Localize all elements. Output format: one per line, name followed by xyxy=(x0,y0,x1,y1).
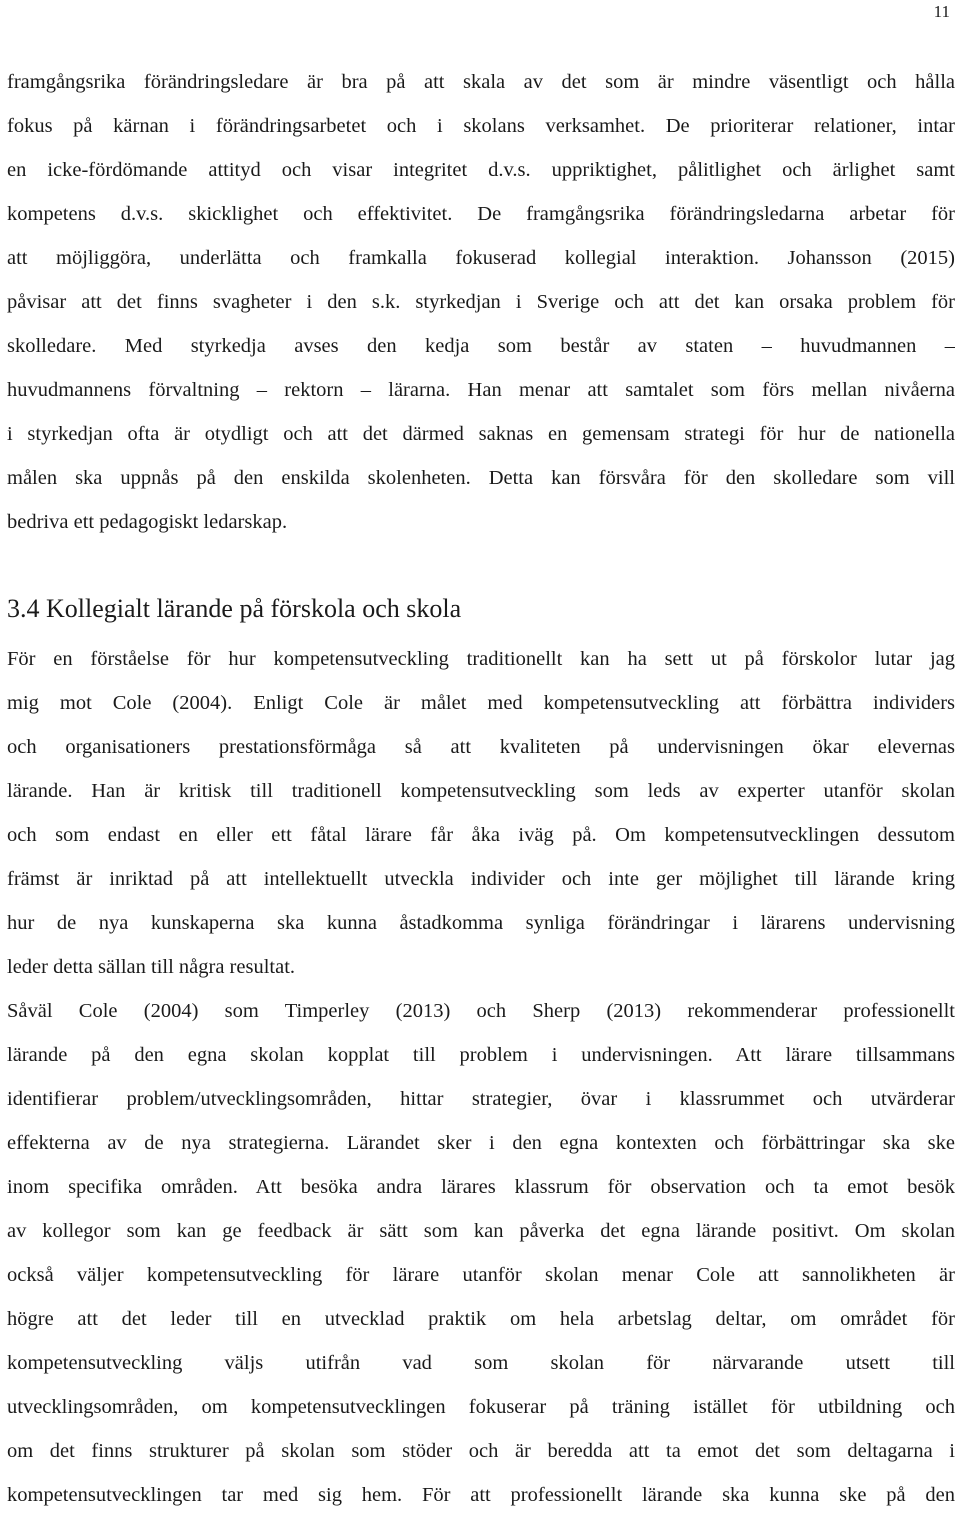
text-line: mig mot Cole (2004). Enligt Cole är målet med kompetensutveckling att förbättra individers xyxy=(7,692,955,714)
text-line: att möjliggöra, underlätta och framkalla fokuserad kollegial interaktion. Johansson (2015) xyxy=(7,247,955,269)
text-line: och som endast en eller ett fåtal lärare får åka iväg på. Om kompetensutvecklingen dessutom xyxy=(7,824,955,846)
text-line: främst är inriktad på att intellektuellt utveckla individer och inte ger möjlighet till lärande kring xyxy=(7,868,955,890)
text-line: framgångsrika förändringsledare är bra på att skala av det som är mindre väsentligt och hålla xyxy=(7,71,955,93)
page-body xyxy=(7,60,955,1517)
text-line: om det finns strukturer på skolan som stöder och är beredda att ta emot det som deltagarna i xyxy=(7,1440,955,1462)
section-heading: 3.4 Kollegialt lärande på förskola och skola xyxy=(7,594,462,623)
text-line: identifierar problem/utvecklingsområden, hittar strategier, övar i klassrummet och utvärderar xyxy=(7,1088,955,1110)
text-line: påvisar att det finns svagheter i den s.k. styrkedjan i Sverige och att det kan orsaka problem för xyxy=(7,291,955,313)
text-line: leder detta sällan till några resultat. xyxy=(7,956,296,978)
text-line: också väljer kompetensutveckling för lärare utanför skolan menar Cole att sannolikheten är xyxy=(7,1264,955,1286)
text-line: av kollegor som kan ge feedback är sätt som kan påverka det egna lärande positivt. Om skolan xyxy=(7,1220,955,1242)
paragraph-cole-competence xyxy=(7,637,955,989)
text-line: en icke-fördömande attityd och visar integritet d.v.s. uppriktighet, pålitlighet och ärlighet samt xyxy=(7,159,955,181)
text-line: bedriva ett pedagogiskt ledarskap. xyxy=(7,511,288,533)
text-line: Såväl Cole (2004) som Timperley (2013) och Sherp (2013) rekommenderar professionellt xyxy=(7,1000,955,1022)
text-line: huvudmannens förvaltning – rektorn – lärarna. Han menar att samtalet som förs mellan nivåerna xyxy=(7,379,955,401)
text-line: För en förståelse för hur kompetensutveckling traditionellt kan ha sett ut på förskolor lutar jag xyxy=(7,648,955,670)
text-line: i styrkedjan ofta är otydligt och att det därmed saknas en gemensam strategi för hur de nationella xyxy=(7,423,955,445)
text-line: kompetens d.v.s. skicklighet och effektivitet. De framgångsrika förändringsledarna arbetar för xyxy=(7,203,955,225)
text-line: utvecklingsområden, om kompetensutvecklingen fokuserar på träning istället för utbildning och xyxy=(7,1396,955,1418)
text-line: lärande på den egna skolan kopplat till problem i undervisningen. Att lärare tillsammans xyxy=(7,1044,955,1066)
text-line: kompetensutveckling väljs utifrån vad som skolan för närvarande utsett till xyxy=(7,1352,955,1374)
text-line: inom specifika områden. Att besöka andra lärares klassrum för observation och ta emot besök xyxy=(7,1176,955,1198)
page-number: 11 xyxy=(933,2,950,21)
text-line: högre att det leder till en utvecklad praktik om hela arbetslag deltar, om området för xyxy=(7,1308,955,1330)
text-line: och organisationers prestationsförmåga så att kvaliteten på undervisningen ökar elevernas xyxy=(7,736,955,758)
paragraph-professional-learning xyxy=(7,989,955,1517)
text-line: hur de nya kunskaperna ska kunna åstadkomma synliga förändringar i lärarens undervisning xyxy=(7,912,955,934)
section-spacer xyxy=(7,544,955,581)
paragraph-change-leaders xyxy=(7,60,955,544)
text-line: kompetensutvecklingen tar med sig hem. För att professionellt lärande ska kunna ske på den xyxy=(7,1484,955,1506)
text-line: lärande. Han är kritisk till traditionell kompetensutveckling som leds av experter utanför skolan xyxy=(7,780,955,802)
text-line: målen ska uppnås på den enskilda skolenheten. Detta kan försvåra för den skolledare som vill xyxy=(7,467,955,489)
text-line: fokus på kärnan i förändringsarbetet och i skolans verksamhet. De prioriterar relationer, intar xyxy=(7,115,955,137)
text-line: skolledare. Med styrkedja avses den kedja som består av staten – huvudmannen – xyxy=(7,335,955,357)
text-line: effekterna av de nya strategierna. Lärandet sker i den egna kontexten och förbättringar ska ske xyxy=(7,1132,955,1154)
